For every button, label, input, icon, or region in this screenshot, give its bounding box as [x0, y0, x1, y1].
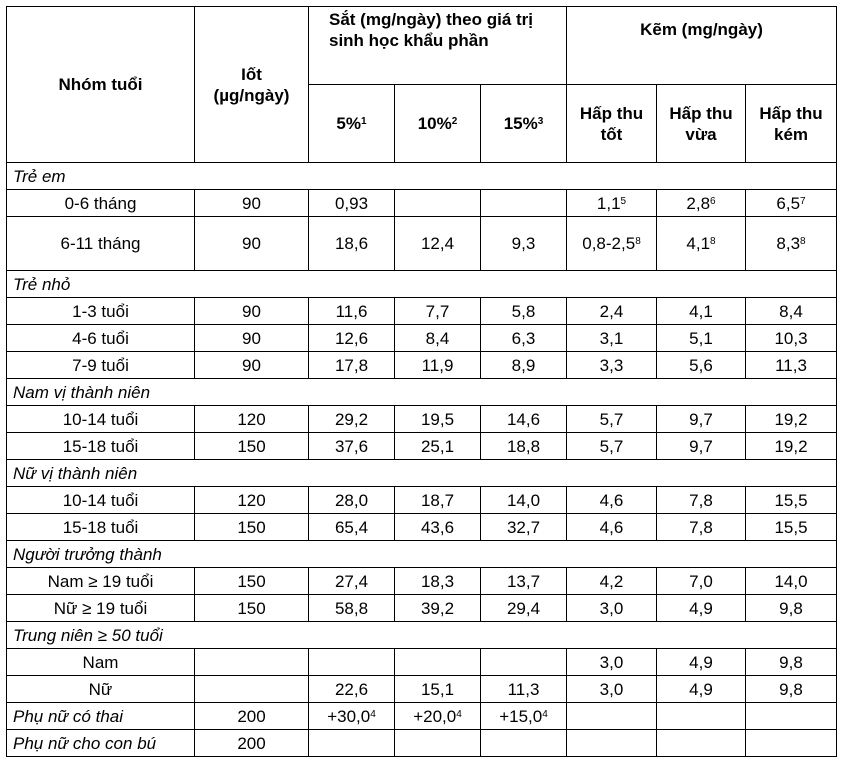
value-cell	[481, 649, 567, 676]
cell-value: 6,3	[511, 328, 536, 348]
cell-value: 2,4	[599, 301, 624, 321]
cell-value: 4,9	[689, 598, 713, 618]
value-cell	[746, 217, 837, 271]
value-cell	[657, 352, 746, 379]
cell-value: 29,2	[334, 409, 369, 429]
cell-value: 37,6	[334, 436, 369, 456]
value-cell	[195, 649, 309, 676]
cell-value: 43,6	[420, 517, 455, 537]
iodine-header	[195, 7, 309, 163]
value-cell	[567, 703, 657, 730]
value-cell	[195, 487, 309, 514]
value-cell	[395, 433, 481, 460]
footnote-marker: 4	[370, 708, 376, 720]
iron-5-header: 5%$^1$	[309, 85, 395, 163]
value-cell	[481, 352, 567, 379]
table-row	[7, 595, 837, 622]
cell-value: 9,7	[689, 409, 713, 429]
cell-value: 11,9	[421, 355, 454, 375]
value-cell	[309, 568, 395, 595]
value-cell	[481, 325, 567, 352]
value-cell	[481, 487, 567, 514]
footnote-marker: 8	[710, 236, 716, 247]
cell-value: +30,0	[327, 706, 371, 726]
value-cell	[481, 730, 567, 757]
cell-value: 90	[242, 355, 261, 375]
value-cell	[567, 433, 657, 460]
cell-value: 8,4	[425, 328, 450, 348]
cell-value: 200	[237, 733, 266, 753]
cell-value: 18,8	[506, 436, 541, 456]
cell-value: 19,2	[774, 436, 808, 456]
group-row	[7, 541, 837, 568]
cell-value: 18,6	[334, 234, 369, 253]
value-cell	[395, 325, 481, 352]
cell-value: 19,2	[774, 409, 808, 429]
footnote-marker: 4	[542, 708, 548, 720]
value-cell	[309, 730, 395, 757]
value-cell	[309, 217, 395, 271]
footnote-marker: 8	[635, 236, 641, 247]
cell-value: 4,1	[686, 234, 711, 253]
row-label: Nữ ≥ 19 tuổi	[7, 595, 195, 622]
value-cell	[746, 487, 837, 514]
cell-value: 29,4	[506, 598, 541, 618]
value-cell	[481, 676, 567, 703]
row-label: Phụ nữ có thai	[7, 703, 195, 730]
cell-value: 90	[242, 234, 261, 253]
value-cell	[481, 190, 567, 217]
value-cell	[395, 514, 481, 541]
cell-value: 4,2	[599, 571, 624, 591]
cell-value: 9,8	[779, 598, 803, 618]
nutrition-table	[6, 6, 837, 757]
value-cell	[567, 676, 657, 703]
value-cell	[395, 676, 481, 703]
value-cell	[657, 568, 746, 595]
value-cell	[746, 676, 837, 703]
value-cell	[567, 406, 657, 433]
value-cell	[746, 514, 837, 541]
value-cell	[746, 352, 837, 379]
row-label: 15-18 tuổi	[7, 433, 195, 460]
table-row	[7, 730, 837, 757]
cell-value: 90	[242, 328, 261, 348]
cell-value: 18,7	[420, 490, 455, 510]
cell-value: 120	[237, 409, 266, 429]
value-cell	[395, 703, 481, 730]
cell-value: +15,0	[499, 706, 543, 726]
cell-value: 14,0	[506, 490, 541, 510]
group-row	[7, 460, 837, 487]
age-group-header: Nhóm tuổi	[7, 7, 195, 163]
value-cell	[657, 703, 746, 730]
value-cell	[395, 406, 481, 433]
value-cell	[195, 325, 309, 352]
value-cell	[195, 568, 309, 595]
value-cell	[746, 568, 837, 595]
group-label: Nữ vị thành niên	[7, 460, 837, 487]
value-cell	[567, 730, 657, 757]
value-cell	[481, 406, 567, 433]
cell-value: 3,0	[599, 679, 624, 699]
value-cell	[746, 595, 837, 622]
cell-value: 9,3	[511, 234, 536, 253]
value-cell	[395, 298, 481, 325]
cell-value: 8,9	[511, 355, 536, 375]
table-row	[7, 298, 837, 325]
cell-value: 9,8	[779, 652, 803, 672]
cell-value: 9,7	[689, 436, 713, 456]
value-cell	[657, 514, 746, 541]
value-cell	[395, 595, 481, 622]
value-cell	[395, 487, 481, 514]
value-cell	[567, 649, 657, 676]
cell-value: 150	[237, 436, 266, 456]
value-cell	[309, 703, 395, 730]
value-cell	[657, 298, 746, 325]
value-cell	[395, 190, 481, 217]
value-cell	[657, 676, 746, 703]
cell-value: 7,0	[689, 571, 713, 591]
value-cell	[746, 190, 837, 217]
value-cell	[309, 514, 395, 541]
value-cell	[657, 190, 746, 217]
row-label: 7-9 tuổi	[7, 352, 195, 379]
value-cell	[746, 730, 837, 757]
value-cell	[746, 406, 837, 433]
value-cell	[195, 433, 309, 460]
group-row	[7, 271, 837, 298]
cell-value: 18,3	[420, 571, 455, 591]
cell-value: 5,8	[511, 301, 536, 321]
cell-value: 58,8	[334, 598, 369, 618]
row-label: 10-14 tuổi	[7, 487, 195, 514]
value-cell	[657, 433, 746, 460]
value-cell	[481, 433, 567, 460]
value-cell	[481, 595, 567, 622]
iron-header: Sắt (mg/ngày) theo giá trị sinh học khẩu phần	[309, 7, 567, 85]
value-cell	[746, 433, 837, 460]
cell-value: 8,3	[776, 234, 801, 253]
cell-value: 90	[242, 193, 261, 213]
value-cell	[309, 676, 395, 703]
value-cell	[481, 217, 567, 271]
cell-value: 14,0	[774, 571, 808, 591]
group-row	[7, 163, 837, 190]
value-cell	[395, 352, 481, 379]
iron-15-header: 15%$^3$	[481, 85, 567, 163]
value-cell	[309, 325, 395, 352]
value-cell	[567, 217, 657, 271]
cell-value: 25,1	[420, 436, 455, 456]
group-label: Người trưởng thành	[7, 541, 837, 568]
value-cell	[746, 703, 837, 730]
group-label: Trẻ em	[7, 163, 837, 190]
cell-value: 19,5	[420, 409, 455, 429]
value-cell	[395, 730, 481, 757]
iodine-header-line1: Iốt	[241, 64, 262, 84]
cell-value: 5,7	[599, 436, 624, 456]
cell-value: 8,4	[779, 301, 803, 321]
table-row	[7, 217, 837, 271]
footnote-marker: 4	[456, 708, 462, 720]
value-cell	[309, 649, 395, 676]
cell-value: 65,4	[334, 517, 369, 537]
cell-value: 4,6	[599, 490, 624, 510]
value-cell	[567, 325, 657, 352]
row-label: Phụ nữ cho con bú	[7, 730, 195, 757]
cell-value: 0,8-2,5	[582, 234, 636, 253]
table-row	[7, 406, 837, 433]
cell-value: 11,3	[775, 355, 807, 375]
table-row	[7, 568, 837, 595]
group-label: Nam vị thành niên	[7, 379, 837, 406]
cell-value: 3,1	[599, 328, 624, 348]
cell-value: 22,6	[334, 679, 369, 699]
iodine-header-line2: (µg/ngày)	[213, 85, 290, 105]
cell-value: 9,8	[779, 679, 803, 699]
value-cell	[309, 433, 395, 460]
cell-value: 120	[237, 490, 266, 510]
value-cell	[309, 298, 395, 325]
cell-value: 0,93	[334, 193, 369, 213]
value-cell	[657, 595, 746, 622]
cell-value: 4,1	[689, 301, 713, 321]
table-row	[7, 190, 837, 217]
value-cell	[567, 487, 657, 514]
value-cell	[746, 298, 837, 325]
value-cell	[657, 649, 746, 676]
cell-value: 1,1	[596, 193, 621, 213]
cell-value: 7,8	[689, 517, 713, 537]
value-cell	[481, 568, 567, 595]
cell-value: 2,8	[686, 193, 711, 213]
cell-value: 32,7	[506, 517, 541, 537]
cell-value: 150	[237, 598, 266, 618]
zinc-medium-header: Hấp thu vừa	[657, 85, 746, 163]
iron-10-header: 10%$^2$	[395, 85, 481, 163]
value-cell	[195, 595, 309, 622]
value-cell	[195, 190, 309, 217]
value-cell	[195, 217, 309, 271]
cell-value: 15,1	[420, 679, 455, 699]
value-cell	[309, 595, 395, 622]
cell-value: 3,0	[599, 652, 624, 672]
value-cell	[195, 703, 309, 730]
group-row	[7, 622, 837, 649]
table-row	[7, 514, 837, 541]
zinc-header: Kẽm (mg/ngày)	[567, 7, 837, 85]
value-cell	[481, 703, 567, 730]
cell-value: 3,0	[599, 598, 624, 618]
value-cell	[657, 487, 746, 514]
value-cell	[567, 352, 657, 379]
cell-value: 4,6	[599, 517, 624, 537]
value-cell	[657, 730, 746, 757]
group-row	[7, 379, 837, 406]
value-cell	[567, 190, 657, 217]
row-label: 1-3 tuổi	[7, 298, 195, 325]
value-cell	[481, 298, 567, 325]
cell-value: 5,1	[689, 328, 713, 348]
cell-value: 14,6	[506, 409, 541, 429]
value-cell	[657, 406, 746, 433]
value-cell	[567, 514, 657, 541]
cell-value: 15,5	[774, 490, 808, 510]
row-label: Nam ≥ 19 tuổi	[7, 568, 195, 595]
header-row-1	[7, 7, 837, 85]
value-cell	[395, 649, 481, 676]
value-cell	[195, 676, 309, 703]
cell-value: 5,6	[689, 355, 713, 375]
cell-value: 12,4	[420, 234, 455, 253]
cell-value: 15,5	[774, 517, 808, 537]
value-cell	[567, 568, 657, 595]
row-label: 15-18 tuổi	[7, 514, 195, 541]
table-row	[7, 352, 837, 379]
value-cell	[567, 298, 657, 325]
value-cell	[395, 568, 481, 595]
footnote-marker: 5	[620, 195, 627, 207]
cell-value: 17,8	[334, 355, 369, 375]
cell-value: 200	[237, 706, 266, 726]
row-label: Nữ	[7, 676, 195, 703]
cell-value: +20,0	[413, 706, 457, 726]
zinc-poor-header: Hấp thu kém	[746, 85, 837, 163]
zinc-good-header: Hấp thu tốt	[567, 85, 657, 163]
table-row	[7, 433, 837, 460]
value-cell	[195, 352, 309, 379]
cell-value: 11,3	[507, 679, 540, 699]
cell-value: 27,4	[334, 571, 369, 591]
footnote-marker: 6	[710, 195, 716, 207]
value-cell	[567, 595, 657, 622]
cell-value: 90	[242, 301, 261, 321]
cell-value: 3,3	[599, 355, 624, 375]
cell-value: 150	[237, 571, 266, 591]
cell-value: 28,0	[334, 490, 369, 510]
cell-value: 10,3	[774, 328, 808, 348]
cell-value: 4,9	[689, 679, 713, 699]
value-cell	[657, 217, 746, 271]
row-label: 4-6 tuổi	[7, 325, 195, 352]
value-cell	[195, 406, 309, 433]
cell-value: 11,6	[335, 301, 368, 321]
cell-value: 5,7	[599, 409, 624, 429]
value-cell	[746, 325, 837, 352]
cell-value: 4,9	[689, 652, 713, 672]
row-label: 0-6 tháng	[7, 190, 195, 217]
value-cell	[309, 406, 395, 433]
cell-value: 7,8	[689, 490, 713, 510]
value-cell	[195, 514, 309, 541]
value-cell	[195, 298, 309, 325]
row-label: 10-14 tuổi	[7, 406, 195, 433]
footnote-marker: 8	[800, 236, 806, 247]
value-cell	[657, 325, 746, 352]
value-cell	[395, 217, 481, 271]
cell-value: 7,7	[425, 301, 450, 321]
cell-value: 150	[237, 517, 266, 537]
group-label: Trung niên ≥ 50 tuổi	[7, 622, 837, 649]
cell-value: 13,7	[506, 571, 541, 591]
value-cell	[481, 514, 567, 541]
value-cell	[309, 352, 395, 379]
table-row	[7, 703, 837, 730]
value-cell	[195, 730, 309, 757]
group-label: Trẻ nhỏ	[7, 271, 837, 298]
value-cell	[309, 190, 395, 217]
cell-value: 12,6	[334, 328, 369, 348]
table-row	[7, 676, 837, 703]
cell-value: 39,2	[420, 598, 455, 618]
footnote-marker: 7	[800, 195, 806, 207]
cell-value: 6,5	[776, 193, 801, 213]
row-label: Nam	[7, 649, 195, 676]
value-cell	[746, 649, 837, 676]
table-row	[7, 487, 837, 514]
value-cell	[309, 487, 395, 514]
table-row	[7, 325, 837, 352]
table-row	[7, 649, 837, 676]
row-label: 6-11 tháng	[7, 217, 195, 271]
